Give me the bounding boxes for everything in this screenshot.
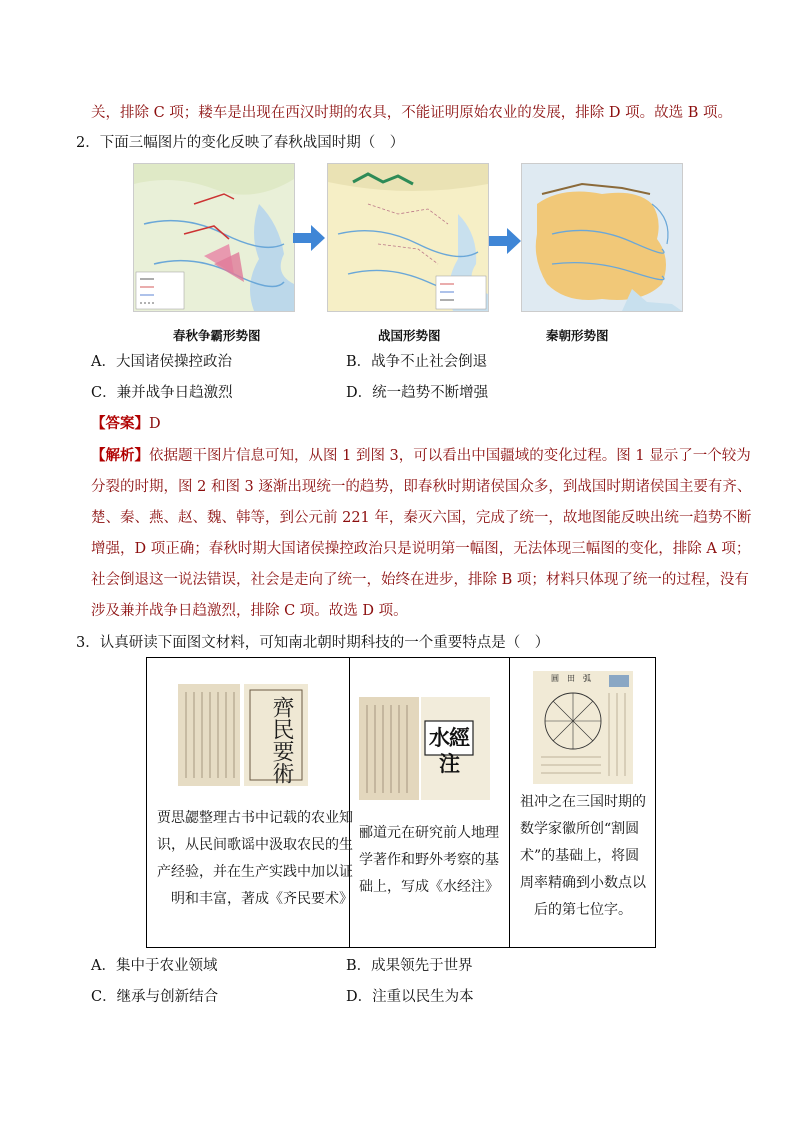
circle-diagram-title: 圓 田 弧 — [551, 674, 591, 683]
analysis-line-6: 涉及兼并战争日趋激烈，排除 C 项。故选 D 项。 — [91, 603, 408, 619]
question-3-stem: 3．认真研读下面图文材料，可知南北朝时期科技的一个重要特点是（ ） — [76, 635, 550, 651]
map-qin-dynasty — [521, 163, 683, 312]
option-3d[interactable]: D．注重以民生为本 — [346, 989, 474, 1005]
map-caption-1: 春秋争霸形势图 — [173, 328, 261, 343]
option-3b[interactable]: B．成果领先于世界 — [346, 958, 473, 974]
cell-3-text: 祖冲之在三国时期的 数学家徽所创“割圆 术”的基础上，将圆 周率精确到小数点以 后的第七位字。 — [520, 794, 646, 918]
option-2a[interactable]: A．大国诸侯操控政治 — [91, 354, 232, 370]
qimin-yaoshu-title: 齊民要術 — [269, 696, 294, 784]
answer-value: D — [149, 416, 161, 432]
map-warring-states — [327, 163, 489, 312]
qimin-yaoshu-book-image — [178, 684, 308, 786]
circle-cutting-diagram — [533, 671, 633, 784]
option-2b[interactable]: B．战争不止社会倒退 — [346, 354, 488, 370]
analysis-line-3: 楚、秦、燕、赵、魏、韩等，到公元前 221 年，秦灭六国，完成了统一，故地图能反映出统一趋势不断 — [91, 510, 752, 526]
analysis-tag: 【解析】 — [91, 447, 149, 464]
option-2d[interactable]: D．统一趋势不断增强 — [346, 385, 489, 401]
answer-tag: 【答案】 — [91, 415, 149, 432]
shuijing-zhu-book-image — [359, 697, 490, 800]
option-3a[interactable]: A．集中于农业领域 — [91, 958, 218, 974]
option-2c[interactable]: C．兼并战争日趋激烈 — [91, 385, 233, 401]
map-caption-3: 秦朝形势图 — [546, 328, 609, 343]
cell-2-text: 郦道元在研究前人地理 学著作和野外考察的基 础上，写成《水经注》 — [359, 825, 499, 895]
analysis-line-1: 【解析】依据题干图片信息可知，从图 1 到图 3，可以看出中国疆域的变化过程。图 1 显示了一个较为 — [91, 447, 751, 464]
shuijing-zhu-title: 水經注 — [429, 726, 469, 776]
arrow-right-icon-1 — [293, 225, 325, 251]
option-3c[interactable]: C．继承与创新结合 — [91, 989, 219, 1005]
answer-line — [91, 414, 161, 434]
intro-text: 关，排除 C 项；耧车是出现在西汉时期的农具，不能证明原始农业的发展，排除 D 项。故选 B 项。 — [91, 105, 733, 121]
analysis-line-5: 社会倒退这一说法错误，社会是走向了统一，始终在进步，排除 B 项；材料只体现了统一的过程，没有 — [91, 572, 749, 588]
question-2-stem: 2．下面三幅图片的变化反映了春秋战国时期（ ） — [76, 135, 405, 151]
analysis-line-4: 增强，D 项正确；春秋时期大国诸侯操控政治只是说明第一幅图，无法体现三幅图的变化，排除 A 项； — [91, 541, 751, 557]
arrow-right-icon-2 — [489, 228, 521, 254]
map-spring-autumn — [133, 163, 295, 312]
cell-1-text: 贾思勰整理古书中记载的农业知 识，从民间歌谣中汲取农民的生 产经验，并在生产实践中加以证 明和丰富，著成《齐民要术》 — [157, 810, 353, 907]
map-caption-2: 战国形势图 — [378, 328, 441, 343]
analysis-line-2: 分裂的时期，图 2 和图 3 逐渐出现统一的趋势，即春秋时期诸侯国众多，到战国时期诸侯国主要有齐、 — [91, 479, 752, 495]
